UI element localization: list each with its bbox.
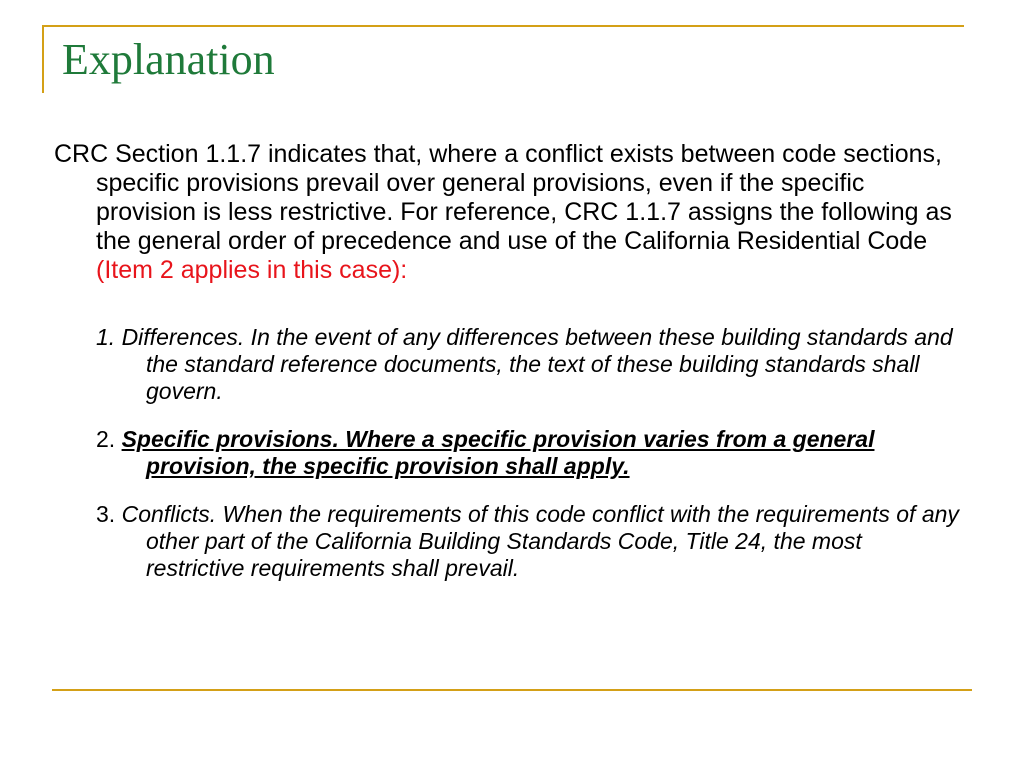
item-3-text: Conflicts. When the requirements of this code conflict with the requirements of any other part of the California Building Standards Code, Title 24, the most restrictive requirements shall prevail.	[121, 501, 959, 581]
slide-body	[54, 140, 964, 603]
slide-title: Explanation	[62, 35, 275, 84]
bottom-accent-line	[52, 689, 972, 691]
list-item-specific-provisions	[96, 426, 964, 480]
item-2-text: Specific provisions. Where a specific provision varies from a general provision, the specific provision shall apply.	[121, 426, 875, 479]
item-3-number: 3.	[96, 501, 116, 527]
item-1-text: 1. Differences. In the event of any differences between these building standards and the standard reference documents, the text of these building standards shall govern.	[96, 324, 953, 404]
intro-highlight: (Item 2 applies in this case):	[96, 256, 408, 284]
left-accent-line	[42, 25, 44, 93]
precedence-list	[54, 324, 964, 582]
list-item-conflicts	[96, 501, 964, 582]
item-2-number: 2.	[96, 426, 116, 452]
intro-text: CRC Section 1.1.7 indicates that, where a conflict exists between code sections, specific provisions prevail over general provisions, even if the specific provision is less restrictive. For reference, CRC 1.1.7 assigns the following as the general order of precedence and use of the California Residential Code	[54, 140, 952, 255]
list-item-differences	[96, 324, 964, 405]
top-accent-line	[42, 25, 964, 27]
intro-paragraph	[54, 140, 964, 285]
